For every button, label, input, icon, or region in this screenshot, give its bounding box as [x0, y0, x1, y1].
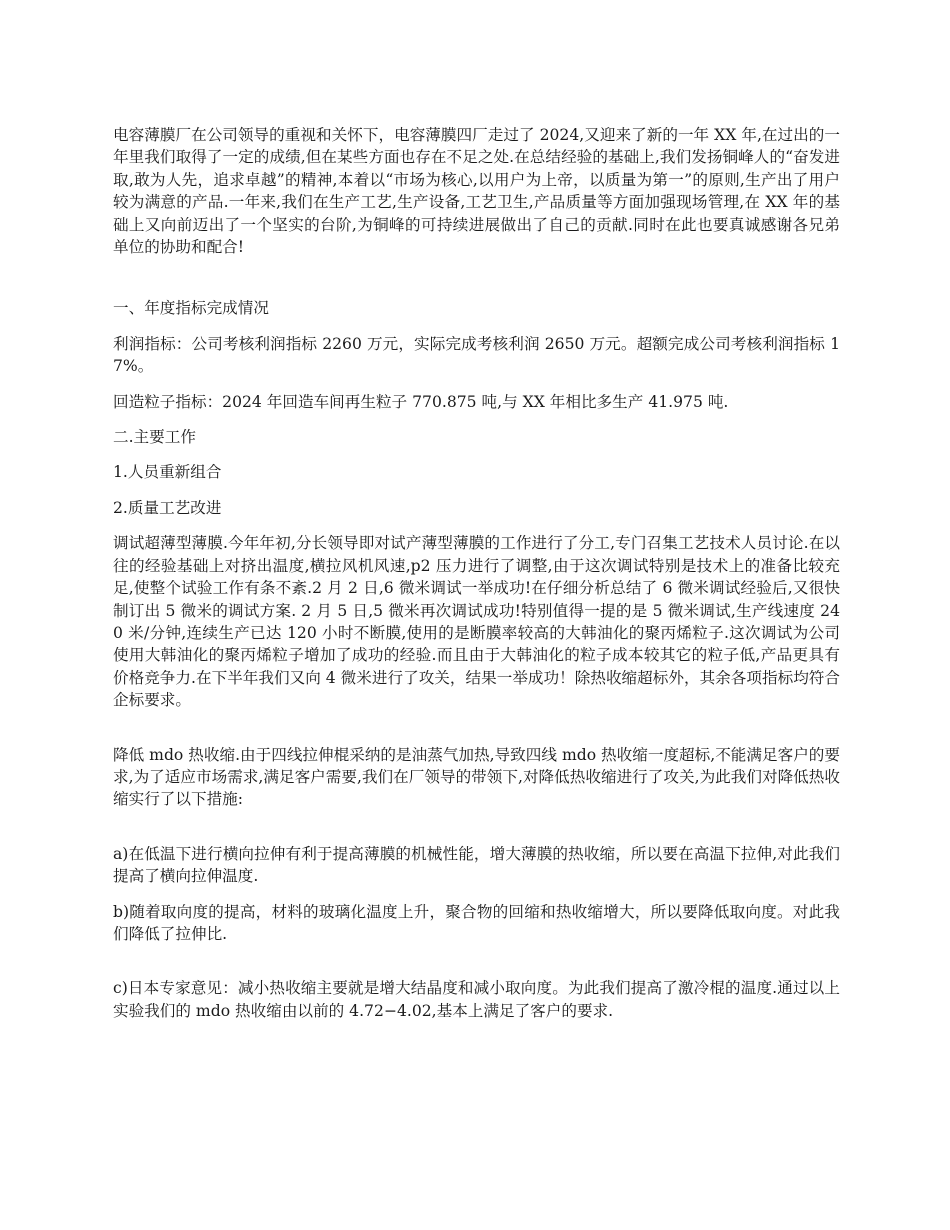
ultrathin-film-paragraph: 调试超薄型薄膜.今年年初,分长领导即对试产薄型薄膜的工作进行了分工,专门召集工艺技术人员讨论.在以往的经验基础上对挤出温度,横拉风机风速,p2 压力进行了调整,由于这次调试特别是技术上的准备比较充足,使整个试验工作有条不紊.2 月 2 日,6 微米调试一举成功!在仔细分析总结了 6 微米调试经验后,又很快制订出 5 微米的调试方案. 2 月 5 日,5 微米再次调试成功!特别值得一提的是 5 微米调试,生产线速度 240 米/分钟,连续生产已达 120 小时不断膜,使用的是断膜率较高的大韩油化的聚丙烯粒子.这次调试为公司使用大韩油化的聚丙烯粒子增加了成功的经验.而且由于大韩油化的粒子成本较其它的粒子低,产品更具有价格竞争力.在下半年我们又向 4 微米进行了攻关，结果一举成功！除热收缩超标外，其余各项指标均符合企标要求。	[113, 534, 840, 710]
profit-target-paragraph: 利润指标：公司考核利润指标 2260 万元，实际完成考核利润 2650 万元。超额完成公司考核利润指标 17%。	[113, 334, 840, 376]
subheading-quality-process: 2.质量工艺改进	[113, 498, 222, 517]
measure-c-paragraph: c)日本专家意见：减小热收缩主要就是增大结晶度和减小取向度。为此我们提高了激冷棍的温度.通过以上实验我们的 mdo 热收缩由以前的 4.72−4.02,基本上满足了客户的要求.	[113, 979, 840, 1020]
measure-a-paragraph: a)在低温下进行横向拉伸有利于提高薄膜的机械性能，增大薄膜的热收缩，所以要在高温下拉伸,对此我们提高了横向拉伸温度.	[113, 844, 840, 886]
measure-b-paragraph: b)随着取向度的提高，材料的玻璃化温度上升，聚合物的回缩和热收缩增大，所以要降低取向度。对此我们降低了拉伸比.	[113, 902, 840, 943]
subheading-staff-reorganization: 1.人员重新组合	[113, 463, 222, 482]
recycled-pellet-paragraph: 回造粒子指标：2024 年回造车间再生粒子 770.875 吨,与 XX 年相比多生产 41.975 吨.	[113, 392, 729, 411]
mdo-shrinkage-paragraph: 降低 mdo 热收缩.由于四线拉伸棍采纳的是油蒸气加热,导致四线 mdo 热收缩一度超标,不能满足客户的要求,为了适应市场需求,满足客户需要,我们在厂领导的带领下,对降低热收缩进行了攻关,为此我们对降低热收缩实行了以下措施:	[113, 745, 840, 809]
section-heading-annual-targets: 一、年度指标完成情况	[113, 299, 269, 318]
intro-paragraph: 电容薄膜厂在公司领导的重视和关怀下，电容薄膜四厂走过了 2024,又迎来了新的一年 XX 年,在过出的一年里我们取得了一定的成绩,但在某些方面也存在不足之处.在总结经验的基础上,我们发扬铜峰人的“奋发进取,敢为人先，追求卓越”的精神,本着以“市场为核心,以用户为上帝，以质量为第一”的原则,生产出了用户较为满意的产品.一年来,我们在生产工艺,生产设备,工艺卫生,产品质量等方面加强现场管理,在 XX 年的基础上又向前迈出了一个坚实的台阶,为铜峰的可持续进展做出了自己的贡献.同时在此也要真诚感谢各兄弟单位的协助和配合!	[113, 126, 840, 257]
document-body	[113, 124, 840, 1022]
section-heading-main-work: 二.主要工作	[113, 428, 196, 447]
